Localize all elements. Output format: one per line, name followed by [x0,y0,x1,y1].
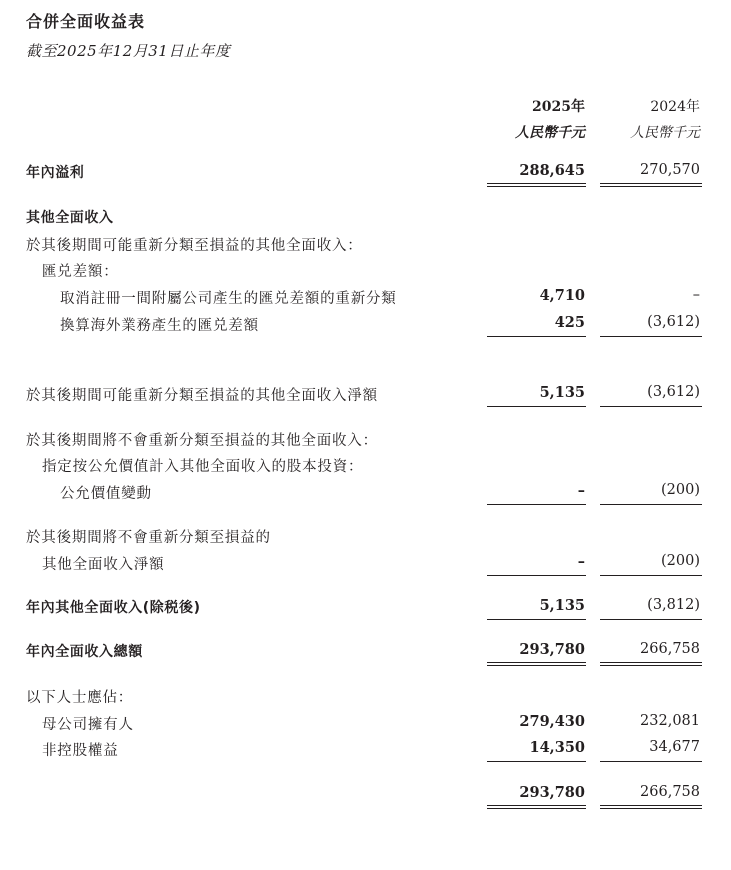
row-reclass-net-previous: (3,612) [647,384,700,400]
row-fx-reclass-current: 4,710 [539,287,585,304]
double-rule [487,183,586,184]
row-owners-previous: 232,081 [640,713,700,729]
double-rule [600,808,702,809]
single-rule [600,619,702,620]
row-profit-previous: 270,570 [640,162,700,178]
double-rule [600,805,702,806]
row-attributable-total-previous: 266,758 [640,784,700,800]
row-profit-current: 288,645 [519,162,585,179]
single-rule [487,406,586,407]
single-rule [600,336,702,337]
no-reclass-heading: 於其後期間將不會重新分類至損益的其他全面收入： [26,433,378,449]
row-oci-after-tax-label: 年內其他全面收入(除税後) [26,600,201,616]
row-fx-reclass-previous: – [692,287,700,303]
double-rule [600,665,702,666]
row-fx-translation-current: 425 [554,314,585,331]
single-rule [487,575,586,576]
row-oci-after-tax-previous: (3,812) [647,597,700,613]
row-attributable-total-current: 293,780 [519,784,585,801]
reclass-heading: 於其後期間可能重新分類至損益的其他全面收入： [26,238,363,254]
single-rule [487,504,586,505]
row-nci-current: 14,350 [529,739,585,756]
row-fx-translation-label: 換算海外業務產生的匯兑差額 [60,318,259,334]
double-rule [487,665,586,666]
row-owners-label: 母公司擁有人 [42,717,134,733]
equity-heading: 指定按公允價值計入其他全面收入的股本投資： [42,459,364,475]
attributable-heading: 以下人士應佔： [26,690,134,706]
double-rule [487,805,586,806]
row-nci-label: 非控股權益 [42,743,119,759]
row-no-reclass-net-label-line2: 其他全面收入淨額 [42,557,165,573]
double-rule [487,808,586,809]
row-no-reclass-net-previous: (200) [661,553,700,569]
column-previous-year: 2024年 [650,99,700,115]
oci-heading: 其他全面收入 [26,210,114,226]
single-rule [600,761,702,762]
row-profit-label: 年內溢利 [26,165,85,181]
single-rule [600,504,702,505]
row-fair-value-label: 公允價值變動 [60,486,152,502]
single-rule [487,619,586,620]
row-fx-translation-previous: (3,612) [647,314,700,330]
row-reclass-net-label: 於其後期間可能重新分類至損益的其他全面收入淨額 [26,388,378,404]
single-rule [600,575,702,576]
row-total-ci-previous: 266,758 [640,641,700,657]
row-nci-previous: 34,677 [649,739,700,755]
row-fair-value-current: – [577,482,585,499]
column-current-unit: 人民幣千元 [515,125,585,141]
row-total-ci-current: 293,780 [519,641,585,658]
double-rule [487,662,586,663]
fx-heading: 匯兑差額： [42,264,119,280]
double-rule [600,662,702,663]
row-total-ci-label: 年內全面收入總額 [26,644,143,660]
statement-title: 合併全面收益表 [26,12,146,31]
row-fx-reclass-label: 取消註冊一間附屬公司產生的匯兑差額的重新分類 [60,291,397,307]
row-oci-after-tax-current: 5,135 [539,597,585,614]
row-no-reclass-net-current: – [577,553,585,570]
row-owners-current: 279,430 [519,713,585,730]
column-previous-unit: 人民幣千元 [630,125,700,141]
double-rule [600,186,702,187]
statement-period: 截至2025年12月31日止年度 [26,42,231,60]
double-rule [487,186,586,187]
single-rule [600,406,702,407]
single-rule [487,761,586,762]
row-fair-value-previous: (200) [661,482,700,498]
double-rule [600,183,702,184]
row-reclass-net-current: 5,135 [539,384,585,401]
column-current-year: 2025年 [532,99,585,115]
single-rule [487,336,586,337]
row-no-reclass-net-label-line1: 於其後期間將不會重新分類至損益的 [26,530,271,546]
